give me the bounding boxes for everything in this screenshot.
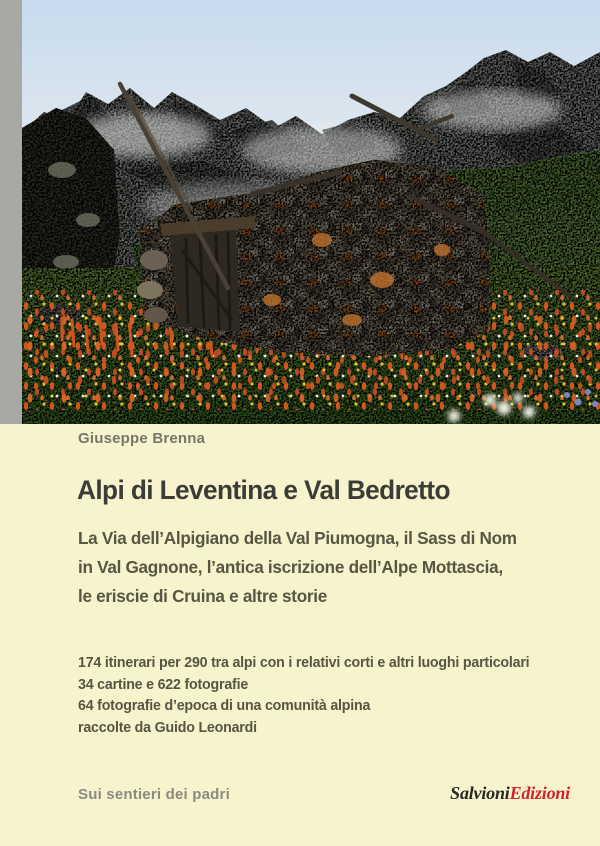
series-name: Sui sentieri dei padri xyxy=(78,786,230,803)
alpine-photo-illustration xyxy=(22,0,600,424)
book-details xyxy=(78,653,529,739)
details-line-1: 174 itinerari per 290 tra alpi con i relativi corti e altri luoghi particolari xyxy=(78,655,530,671)
details-line-2: 34 cartine e 622 fotografie xyxy=(78,676,249,693)
subtitle-line-1: La Via dell’Alpigiano della Val Piumogna, il Sass di Nom xyxy=(78,528,517,548)
cover-photo xyxy=(22,0,600,424)
publisher-logo xyxy=(450,783,570,804)
publisher-name-black: Salvioni xyxy=(450,783,510,803)
subtitle-line-3: le eriscie di Cruina e altre storie xyxy=(78,586,327,606)
author-name: Giuseppe Brenna xyxy=(78,430,206,447)
subtitle-line-2: in Val Gagnone, l’antica iscrizione dell’Alpe Mottascia, xyxy=(78,557,503,577)
book-subtitle xyxy=(78,524,517,611)
spine-strip xyxy=(0,0,22,424)
book-title: Alpi di Leventina e Val Bedretto xyxy=(77,475,450,505)
details-line-3: 64 fotografie d’epoca di una comunità alpina xyxy=(78,698,371,714)
publisher-name-red: Edizioni xyxy=(509,783,570,803)
details-line-4: raccolte da Guido Leonardi xyxy=(78,719,257,736)
